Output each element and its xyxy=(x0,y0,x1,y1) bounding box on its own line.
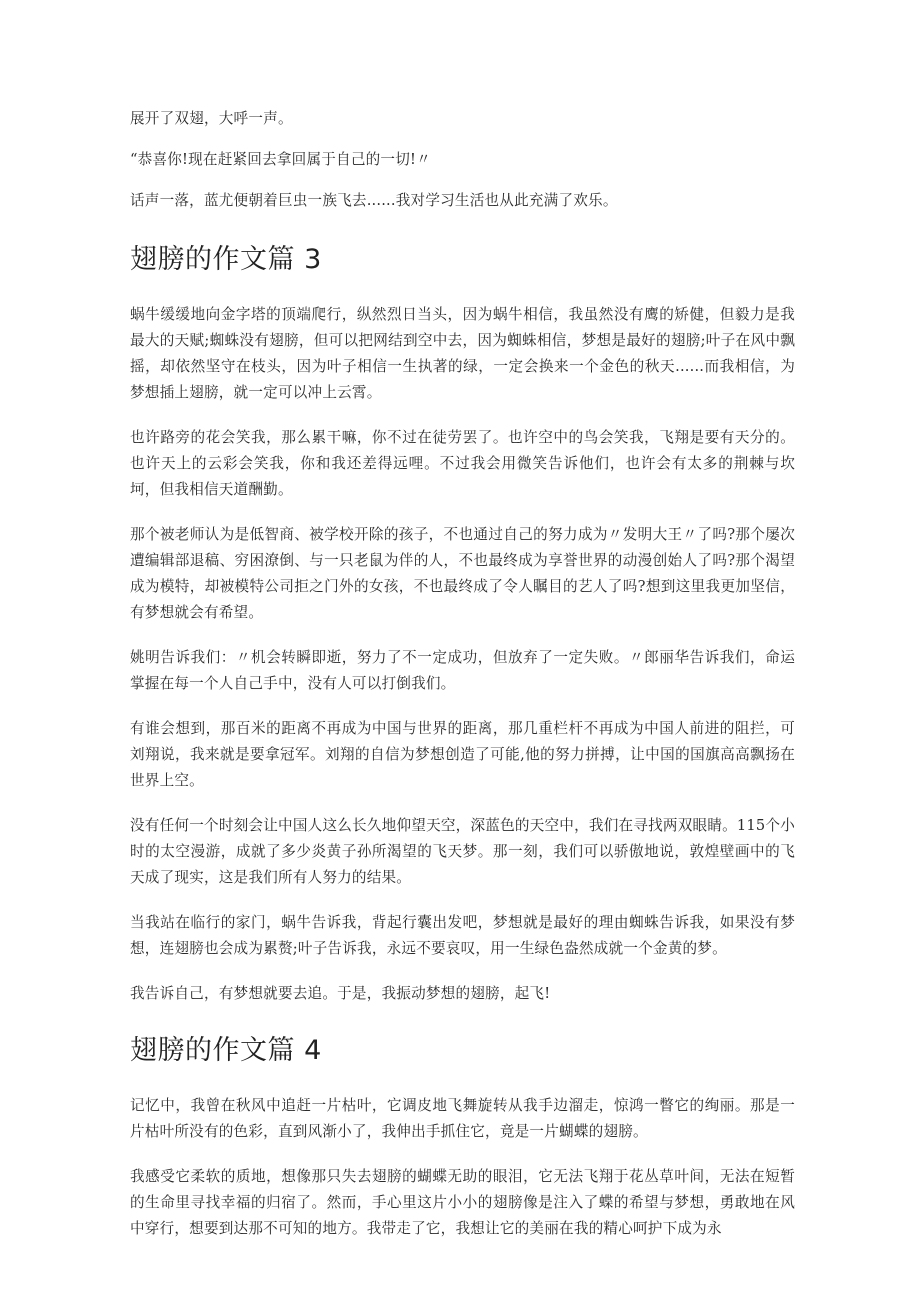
section-4-paragraph-1: 记忆中，我曾在秋风中追赶一片枯叶，它调皮地飞舞旋转从我手边溜走，惊鸿一瞥它的绚丽。那是一片枯叶所没有的色彩，直到风渐小了，我伸出手抓住它，竟是一片蝴蝶的翅膀。 xyxy=(130,1097,795,1140)
intro-paragraph-3: 话声一落，蓝尤便朝着巨虫一族飞去......我对学习生活也从此充满了欢乐。 xyxy=(130,192,618,209)
section-3-title: 翅膀的作文篇 3 xyxy=(130,244,322,275)
intro-paragraph-1: 展开了双翅，大呼一声。 xyxy=(130,110,293,127)
section-4-title: 翅膀的作文篇 4 xyxy=(130,1035,322,1066)
section-3-paragraph-8: 我告诉自己，有梦想就要去追。于是，我振动梦想的翅膀，起飞! xyxy=(130,985,551,1002)
section-3-paragraph-2: 也许路旁的花会笑我，那么累干嘛，你不过在徒劳罢了。也许空中的鸟会笑我，飞翔是要有天分的。也许天上的云彩会笑我，你和我还差得远哩。不过我会用微笑告诉他们，也许会有太多的荆棘与坎坷，但我相信天道酬勤。 xyxy=(130,429,795,498)
section-3-paragraph-1: 蜗牛缓缓地向金字塔的顶端爬行，纵然烈日当头，因为蜗牛相信，我虽然没有鹰的矫健，但毅力是我最大的天赋;蜘蛛没有翅膀，但可以把网结到空中去，因为蜘蛛相信，梦想是最好的翅膀;叶子在风中飘摇，却依然坚守在枝头，因为叶子相信一生执著的绿，一定会换来一个金色的秋天......而我相信，为梦想插上翅膀，就一定可以冲上云霄。 xyxy=(130,306,795,401)
section-3-paragraph-3: 那个被老师认为是低智商、被学校开除的孩子，不也通过自己的努力成为〃发明大王〃了吗?那个屡次遭编辑部退稿、穷困潦倒、与一只老鼠为伴的人，不也最终成为享誉世界的动漫创始人了吗?那个渴望成为模特，却被模特公司拒之门外的女孩，不也最终成了令人瞩目的艺人了吗?想到这里我更加坚信，有梦想就会有希望。 xyxy=(130,526,795,621)
document-page xyxy=(130,106,795,1261)
section-4-paragraph-2: 我感受它柔软的质地，想像那只失去翅膀的蝴蝶无助的眼泪，它无法飞翔于花丛草叶间，无法在短暂的生命里寻找幸福的归宿了。然而，手心里这片小小的翅膀像是注入了蝶的希望与梦想，勇敢地在风中穿行，想要到达那不可知的地方。我带走了它，我想让它的美丽在我的精心呵护下成为永 xyxy=(130,1168,795,1237)
section-3-paragraph-6: 没有任何一个时刻会让中国人这么长久地仰望天空，深蓝色的天空中，我们在寻找两双眼睛。115个小时的太空漫游，成就了多少炎黄子孙所渴望的飞天梦。那一刻，我们可以骄傲地说，敦煌壁画中的飞天成了现实，这是我们所有人努力的结果。 xyxy=(130,817,795,886)
section-3-paragraph-4: 姚明告诉我们：〃机会转瞬即逝，努力了不一定成功，但放弃了一定失败。〃郎丽华告诉我们，命运掌握在每一个人自己手中，没有人可以打倒我们。 xyxy=(130,649,795,692)
intro-paragraph-2: “恭喜你!现在赶紧回去拿回属于自己的一切!〃 xyxy=(130,151,431,168)
section-3-paragraph-5: 有谁会想到，那百米的距离不再成为中国与世界的距离，那几重栏杆不再成为中国人前进的阻拦，可刘翔说，我来就是要拿冠军。刘翔的自信为梦想创造了可能,他的努力拼搏，让中国的国旗高高飘扬在世界上空。 xyxy=(130,720,795,789)
section-3-paragraph-7: 当我站在临行的家门，蜗牛告诉我，背起行囊出发吧，梦想就是最好的理由蜘蛛告诉我，如果没有梦想，连翅膀也会成为累赘;叶子告诉我，永远不要哀叹，用一生绿色盎然成就一个金黄的梦。 xyxy=(130,914,795,957)
